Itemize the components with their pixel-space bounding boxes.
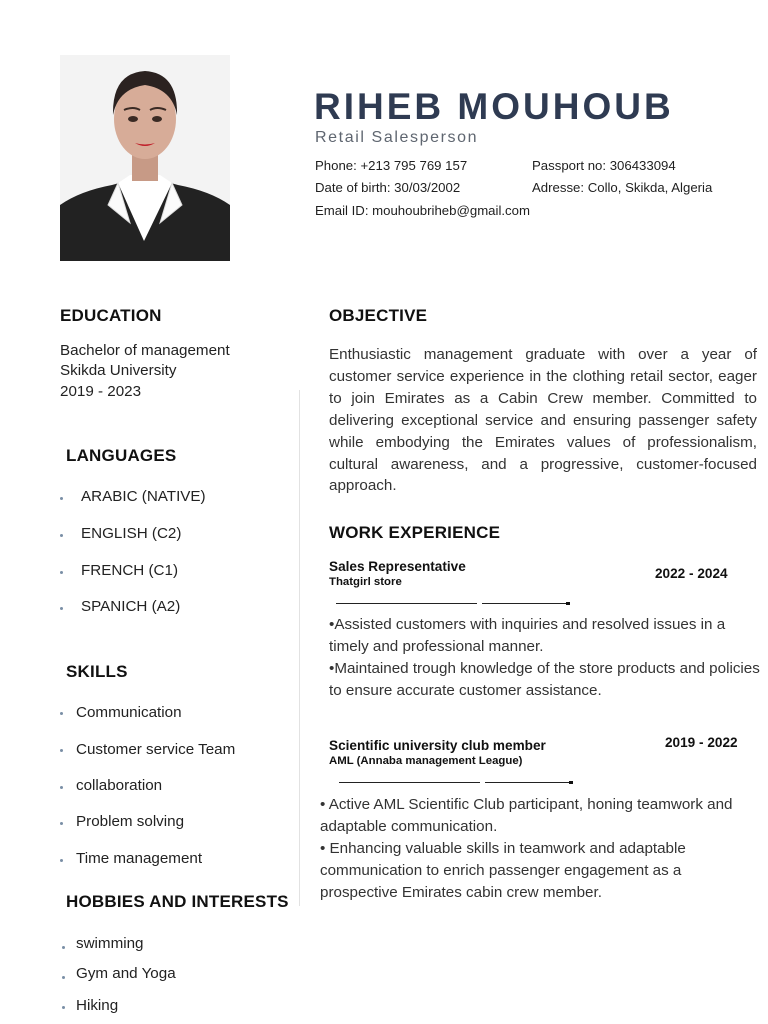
job-organization: Thatgirl store (329, 576, 402, 588)
bullet-icon (60, 822, 63, 825)
language-item: SPANICH (A2) (81, 598, 181, 615)
separator-line (336, 603, 477, 604)
separator-line (482, 603, 566, 604)
bullet-icon (62, 946, 65, 949)
bullet-icon (60, 859, 63, 862)
education-heading: EDUCATION (60, 306, 162, 325)
address-info: Adresse: Collo, Skikda, Algeria (532, 180, 713, 195)
hobby-item: Gym and Yoga (76, 965, 176, 982)
skill-item: Communication (76, 704, 182, 721)
hobby-item: swimming (76, 935, 144, 952)
job-title: Sales Representative (329, 559, 466, 574)
job-description (329, 614, 765, 702)
language-item: ARABIC (NATIVE) (81, 488, 206, 505)
bullet-icon (60, 571, 63, 574)
job-point: • Active AML Scientific Club participant, honing teamwork and adaptable communication. (320, 796, 733, 835)
job-dates: 2019 - 2022 (665, 735, 738, 750)
job-organization: AML (Annaba management League) (329, 755, 523, 767)
bullet-icon (60, 534, 63, 537)
job-role: Retail Salesperson (315, 129, 479, 146)
job-title: Scientific university club member (329, 738, 546, 753)
phone-info: Phone: +213 795 769 157 (315, 158, 468, 173)
separator-line (485, 782, 569, 783)
bullet-icon (60, 786, 63, 789)
education-school: Skikda University (60, 362, 177, 379)
job-description (320, 794, 748, 904)
portrait-illustration (60, 55, 230, 261)
separator-end (566, 602, 570, 605)
job-dates: 2022 - 2024 (655, 566, 728, 581)
bullet-icon (60, 749, 63, 752)
skill-item: Time management (76, 850, 203, 867)
job-point: •Maintained trough knowledge of the store products and policies to ensure accurate customer assistance. (329, 659, 760, 699)
hobby-item: Hiking (76, 997, 119, 1014)
skill-item: Customer service Team (76, 741, 236, 758)
work-heading: WORK EXPERIENCE (329, 523, 501, 542)
job-point: •Assisted customers with inquiries and resolved issues in a timely and professional manner. (329, 616, 726, 655)
language-item: FRENCH (C1) (81, 562, 179, 579)
passport-info: Passport no: 306433094 (532, 158, 676, 173)
bullet-icon (62, 976, 65, 979)
education-degree: Bachelor of management (60, 342, 230, 359)
objective-heading: OBJECTIVE (329, 306, 428, 325)
language-item: ENGLISH (C2) (81, 525, 182, 542)
bullet-icon (60, 497, 63, 500)
separator-end (569, 781, 573, 784)
bullet-icon (60, 607, 63, 610)
hobbies-heading: HOBBIES AND INTERESTS (66, 892, 289, 911)
bullet-icon (62, 1006, 65, 1009)
skill-item: Problem solving (76, 813, 185, 830)
job-point: • Enhancing valuable skills in teamwork and adaptable communication to enrich passenger engagement as a prospective Emirates cabin crew member. (320, 839, 686, 901)
bullet-icon (60, 712, 63, 715)
separator-line (339, 782, 480, 783)
candidate-name: RIHEB MOUHOUB (314, 86, 674, 127)
education-years: 2019 - 2023 (60, 383, 142, 400)
skills-heading: SKILLS (66, 662, 128, 681)
column-divider (299, 390, 300, 906)
languages-heading: LANGUAGES (66, 446, 177, 465)
objective-text: Enthusiastic management graduate with over a year of customer service experience in the clothing retail sector, eager to join Emirates as a Cabin Crew member. Committed to delivering exceptional service and ensuring passenger safety while embodying the Emirates values of professionalism, cultural awareness, and a progressive, customer-focused approach. (329, 346, 757, 495)
dob-info: Date of birth: 30/03/2002 (315, 180, 461, 195)
profile-photo (60, 55, 230, 261)
email-info: Email ID: mouhoubriheb@gmail.com (315, 203, 530, 218)
skill-item: collaboration (76, 777, 163, 794)
